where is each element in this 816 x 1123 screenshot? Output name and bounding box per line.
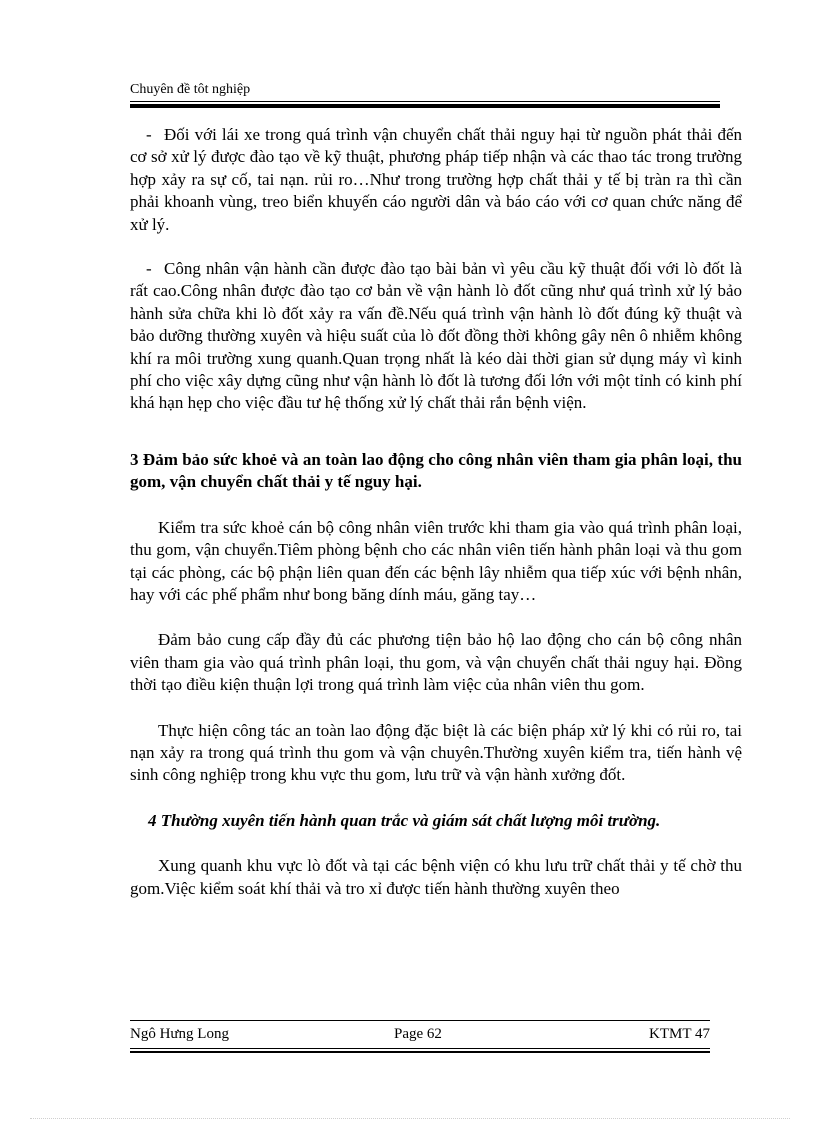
footer-class-code: KTMT 47	[649, 1026, 710, 1042]
running-header: Chuyên đề tôt nghiệp	[130, 82, 251, 97]
paragraph-monitoring: Xung quanh khu vực lò đốt và tại các bệnh viện có khu lưu trữ chất thải y tế chờ thu gom.Việc kiểm soát khí thải và tro xỉ được tiến hành thường xuyên theo	[130, 856, 742, 898]
bullet-text: Công nhân vận hành cần được đào tạo bài bản vì yêu cầu kỹ thuật đối với lò đốt là rất cao.Công nhân được đào tạo cơ bản về vận hành lò đốt cũng như quá trình xử lý bảo hành sửa chữa khi lò đốt xảy ra vấn đề.Nếu quá trình vận hành lò đốt đúng kỹ thuật và bảo dưỡng thường xuyên và hiệu suất của lò đốt đồng thời không gây nên ô nhiễm không khí ra môi trường xung quanh.Quan trọng nhất là kéo dài thời gian sử dụng máy vì kinh phí cho việc xây dựng cũng như vận hành lò đốt là tương đối lớn với một tỉnh có kinh phí khá hạn hẹp cho việc đầu tư hệ thống xử lý chất thải rắn bệnh viện.	[130, 259, 742, 413]
bullet-text: Đối với lái xe trong quá trình vận chuyển chất thải nguy hại từ nguồn phát thải đến cơ sở xử lý được đào tạo về kỹ thuật, phương pháp tiếp nhận và các thao tác trong trường hợp xảy ra sự cố, tai nạn. rủi ro…Như trong trường hợp chất thải y tế bị tràn ra thì cần phải khoanh vùng, treo biển khuyến cáo người dân và báo cáo với cơ quan chức năng để xử lý.	[130, 125, 742, 234]
footer-author: Ngô Hưng Long	[130, 1026, 229, 1042]
footer-rule	[130, 1020, 710, 1021]
page-body	[130, 124, 742, 900]
bullet-marker: -	[146, 259, 152, 279]
section-heading-4: 4 Thường xuyên tiến hành quan trắc và giám sát chất lượng môi trường.	[148, 810, 661, 830]
footer-page-number: Page 62	[394, 1026, 442, 1042]
section-heading-3: 3 Đảm bảo sức khoẻ và an toàn lao động cho công nhân viên tham gia phân loại, thu gom, vận chuyển chất thải y tế nguy hại.	[130, 449, 742, 492]
paragraph-health-check: Kiểm tra sức khoẻ cán bộ công nhân viên trước khi tham gia vào quá trình phân loại, thu gom, vận chuyển.Tiêm phòng bệnh cho các nhân viên tiến hành phân loại và thu gom tại các phòng, các bộ phận liên quan đến các bệnh lây nhiễm qua tiếp xúc với bệnh nhân, hay với các phế phẩm như bong băng dính máu, găng tay…	[130, 517, 742, 604]
footer-rule-bottom	[130, 1048, 710, 1049]
footer-rule-bottom-thick	[130, 1051, 710, 1053]
page-footer	[130, 1026, 710, 1046]
paragraph-protective-gear: Đảm bảo cung cấp đầy đủ các phương tiện bảo hộ lao động cho cán bộ công nhân viên tham gia vào quá trình phân loại, thu gom, và vận chuyển chất thải nguy hại. Đồng thời tạo điều kiện thuận lợi trong quá trình làm việc của nhân viên thu gom.	[130, 630, 742, 695]
bullet-paragraph-operators	[130, 258, 742, 415]
header-rule-thick	[130, 104, 720, 108]
paragraph-labor-safety: Thực hiện công tác an toàn lao động đặc biệt là các biện pháp xử lý khi có rủi ro, tai nạn xảy ra trong quá trình thu gom và vận chuyên.Thường xuyên kiểm tra, tiến hành vệ sinh công nghiệp trong khu vực thu gom, lưu trữ và vận hành xưởng đốt.	[130, 720, 742, 785]
page-edge-dotted-line	[30, 1118, 790, 1119]
bullet-marker: -	[146, 125, 152, 144]
header-rule-thin	[130, 101, 720, 102]
bullet-paragraph-drivers	[130, 124, 742, 236]
